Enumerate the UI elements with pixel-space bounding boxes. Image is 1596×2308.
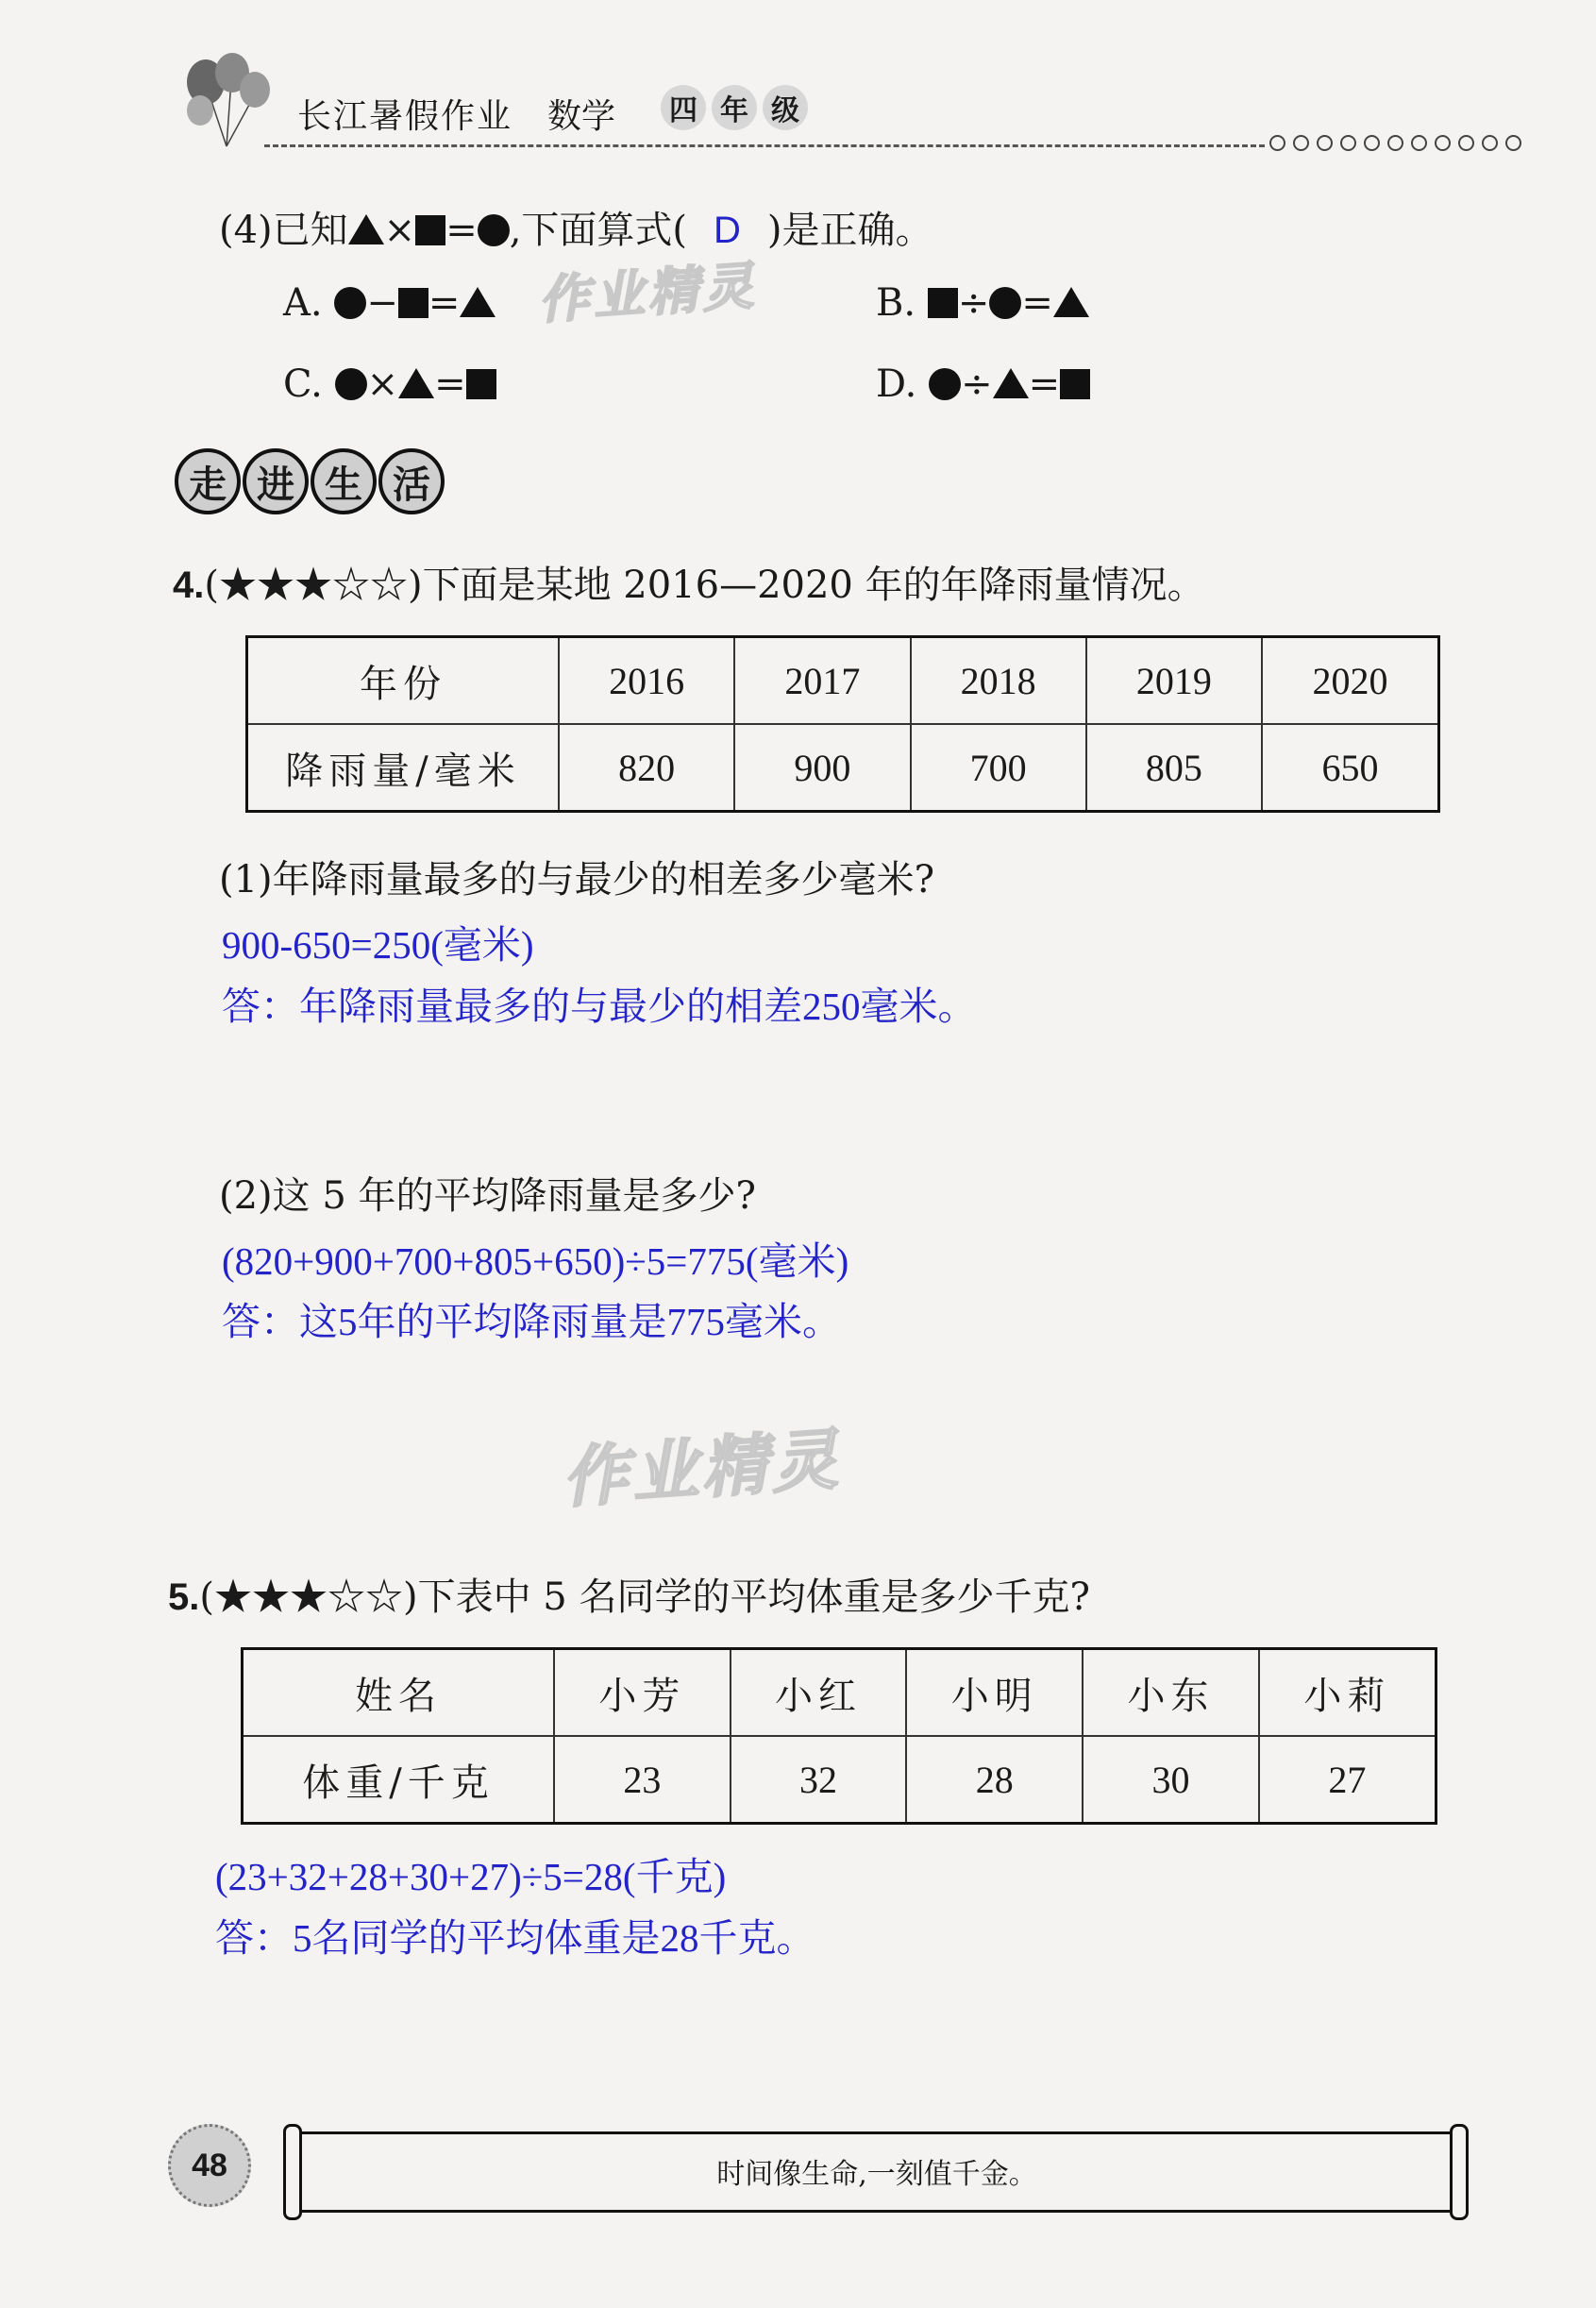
option-c: C. × = bbox=[283, 362, 496, 406]
circle-icon bbox=[334, 287, 366, 319]
page-number: 48 bbox=[168, 2124, 251, 2207]
weight-table bbox=[241, 1647, 1437, 1825]
balloons-icon bbox=[179, 52, 274, 151]
header-dots bbox=[1269, 135, 1521, 151]
series-title: 长江暑假作业 bbox=[297, 97, 513, 136]
question-4-title: 4.(★★★☆☆)下面是某地 2016—2020 年的年降雨量情况。 bbox=[173, 564, 1205, 607]
question-4-sub2: (2)这 5 年的平均降雨量是多少? bbox=[219, 1174, 756, 1218]
subject-label: 数学 bbox=[547, 97, 616, 136]
sub2-calculation: (820+900+700+805+650)÷5=775(毫米) bbox=[222, 1239, 849, 1283]
option-b: B. ÷ = bbox=[876, 281, 1089, 325]
grade-char: 级 bbox=[763, 85, 808, 130]
question-4-sub1: (1)年降雨量最多的与最少的相差多少毫米? bbox=[219, 858, 935, 901]
triangle-icon bbox=[1053, 287, 1089, 317]
table-row: 体重/千克 23 32 28 30 27 bbox=[243, 1736, 1436, 1824]
square-icon bbox=[1060, 369, 1090, 399]
sub2-answer: 答：这5年的平均降雨量是775毫米。 bbox=[222, 1300, 841, 1343]
triangle-icon bbox=[348, 214, 384, 244]
grade-label bbox=[661, 85, 808, 130]
rainfall-table bbox=[245, 635, 1440, 813]
square-icon bbox=[415, 215, 445, 245]
circle-icon bbox=[478, 214, 510, 246]
triangle-icon bbox=[460, 287, 496, 317]
triangle-icon bbox=[398, 368, 434, 398]
q5-answer: 答：5名同学的平均体重是28千克。 bbox=[215, 1916, 815, 1960]
square-icon bbox=[928, 288, 958, 318]
square-icon bbox=[466, 369, 496, 399]
triangle-icon bbox=[993, 368, 1029, 398]
header-divider bbox=[264, 144, 1265, 147]
sub1-calculation: 900-650=250(毫米) bbox=[222, 923, 534, 967]
question-5-title: 5.(★★★☆☆)下表中 5 名同学的平均体重是多少千克? bbox=[168, 1575, 1090, 1619]
square-icon bbox=[398, 288, 428, 318]
answer-fill: D bbox=[714, 210, 741, 251]
table-row: 姓名 小芳 小红 小明 小东 小莉 bbox=[243, 1649, 1436, 1737]
footer-motto: 时间像生命,一刻值千金。 bbox=[716, 2158, 1037, 2191]
circle-icon bbox=[335, 368, 367, 400]
question-4-stem: (4)已知 × = ,下面算式( D )是正确。 bbox=[219, 209, 933, 252]
grade-char: 四 bbox=[661, 85, 706, 130]
watermark: 作业精灵 bbox=[536, 255, 760, 331]
circle-icon bbox=[929, 368, 961, 400]
section-badge: 走 进 生 活 bbox=[175, 448, 445, 514]
table-row: 年份 2016 2017 2018 2019 2020 bbox=[247, 637, 1439, 725]
circle-icon bbox=[989, 287, 1021, 319]
grade-char: 年 bbox=[712, 85, 757, 130]
sub1-answer: 答：年降雨量最多的与最少的相差250毫米。 bbox=[222, 985, 977, 1028]
option-d: D. ÷ = bbox=[876, 362, 1090, 406]
q5-calculation: (23+32+28+30+27)÷5=28(千克) bbox=[215, 1855, 727, 1898]
option-a: A. − = bbox=[283, 281, 496, 325]
watermark: 作业精灵 bbox=[559, 1420, 844, 1518]
table-row: 降雨量/毫米 820 900 700 805 650 bbox=[247, 724, 1439, 812]
